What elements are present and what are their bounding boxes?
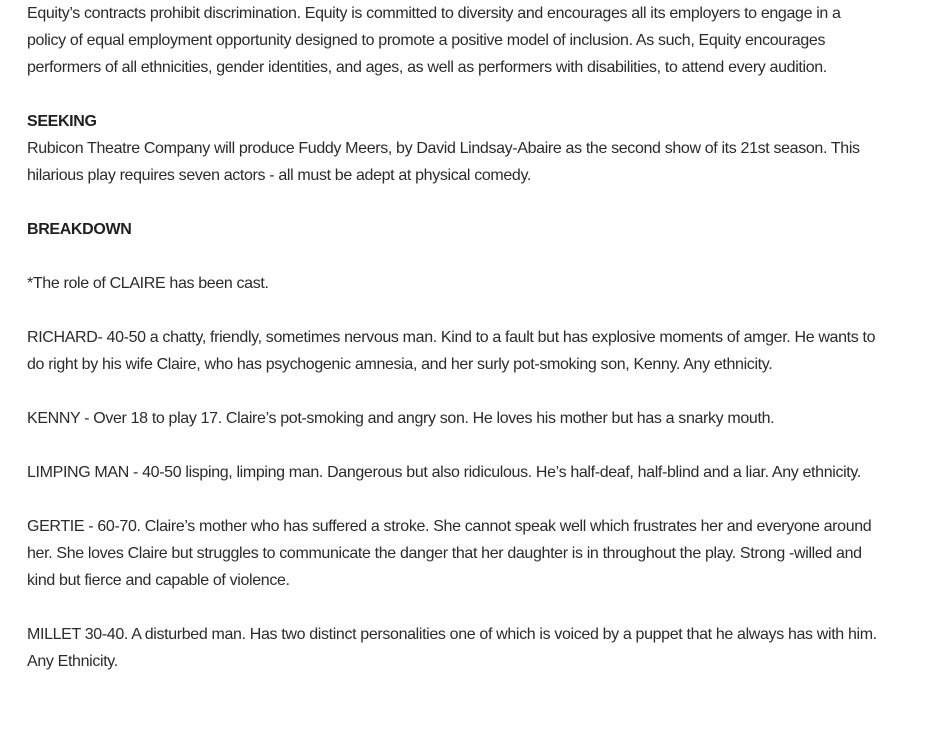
role-gertie: GERTIE - 60-70. Claire’s mother who has suffered a stroke. She cannot speak well which frustrates her and everyone around her. She loves Claire but struggles to communicate the danger that her daughter is in throughout the play. Strong -willed and kind but fierce and capable of violence. <box>27 518 872 589</box>
role-limping-man: LIMPING MAN - 40-50 lisping, limping man. Dangerous but also ridiculous. He’s half-deaf, half-blind and a liar. Any ethnicity. <box>27 464 861 481</box>
seeking-body: Rubicon Theatre Company will produce Fuddy Meers, by David Lindsay-Abaire as the second show of its 21st season. This hilarious play requires seven actors - all must be adept at physical comedy. <box>27 140 860 184</box>
seeking-heading: SEEKING <box>27 113 97 130</box>
role-kenny: KENNY - Over 18 to play 17. Claire’s pot-smoking and angry son. He loves his mother but has a snarky mouth. <box>27 410 775 427</box>
role-millet: MILLET 30-40. A disturbed man. Has two distinct personalities one of which is voiced by a puppet that he always has with him. Any Ethnicity. <box>27 626 877 670</box>
breakdown-heading: BREAKDOWN <box>27 221 132 238</box>
seeking-section <box>27 108 877 189</box>
audition-notice <box>27 0 877 702</box>
role-richard: RICHARD- 40-50 a chatty, friendly, sometimes nervous man. Kind to a fault but has explosive moments of amger. He wants to do right by his wife Claire, who has psychogenic amnesia, and her surly pot-smoking son, Kenny. Any ethnicity. <box>27 329 876 373</box>
casting-note: *The role of CLAIRE has been cast. <box>27 275 269 292</box>
equity-statement: Equity’s contracts prohibit discrimination. Equity is committed to diversity and encourages all its employers to engage in a policy of equal employment opportunity designed to promote a positive model of inclusion. As such, Equity encourages performers of all ethnicities, gender identities, and ages, as well as performers with disabilities, to attend every audition. <box>27 5 841 76</box>
